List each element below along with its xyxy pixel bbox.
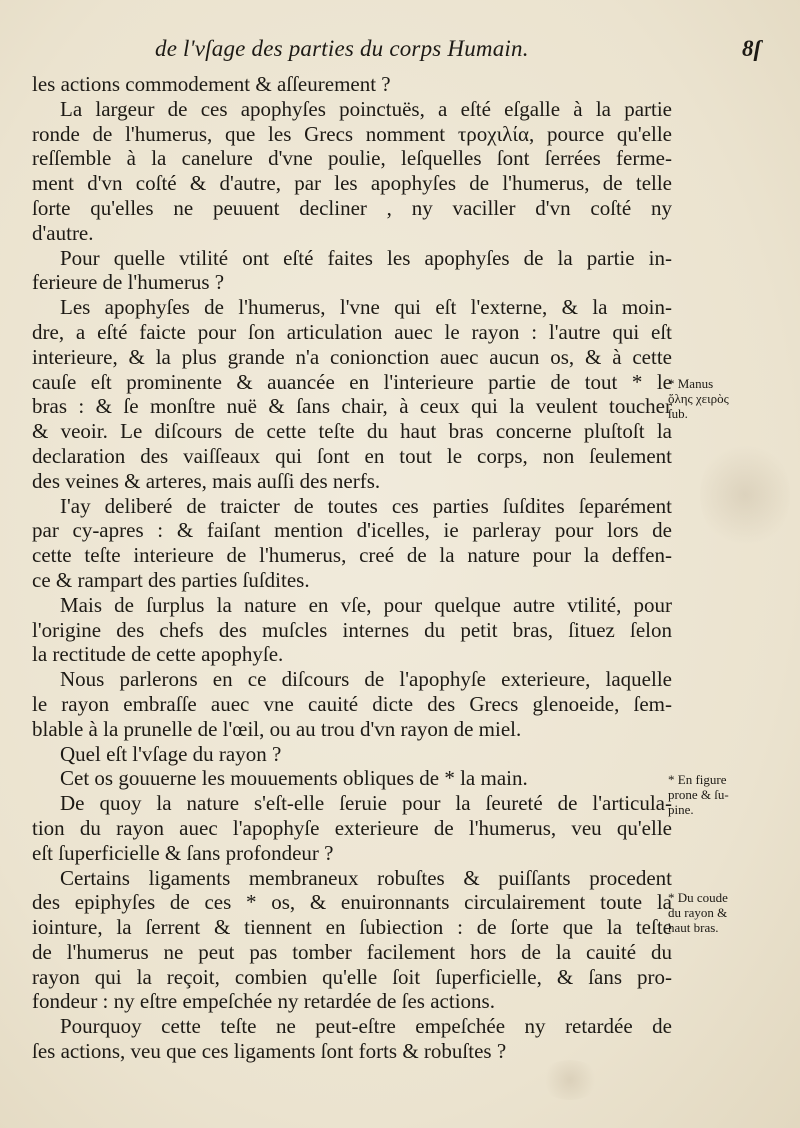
text-line: Mais de ſurplus la nature en vſe, pour quelque autre vtilité, pour: [60, 592, 672, 617]
text-line: cauſe eſt prominente & auancée en l'interieure partie de tout * le: [32, 369, 672, 394]
margin-note-line: prone & ſu-: [668, 787, 729, 802]
text-line: dre, a eſté faicte pour ſon articulation auec le rayon : l'autre qui eſt: [32, 319, 672, 344]
text-line: des veines & arteres, mais auſſi des nerfs.: [32, 468, 381, 493]
margin-note-line: * Du coude: [668, 890, 728, 905]
text-line: ferieure de l'humerus ?: [32, 270, 225, 295]
text-line: cette teſte interieure de l'humerus, creé de la nature pour la deffen-: [32, 543, 672, 568]
text-line: bras : & ſe monſtre nuë & ſans chair, à ceux qui la veulent toucher: [32, 394, 672, 419]
paper-stain: [700, 440, 790, 550]
text-line: rayon qui la reçoit, combien qu'elle ſoit ſuperficielle, & ſans pro-: [32, 964, 672, 989]
margin-note-line: ſub.: [668, 406, 688, 421]
text-line: Quel eſt l'vſage du rayon ?: [60, 741, 282, 766]
text-line: ment d'vn coſté & d'autre, par les apophyſes de l'humerus, de telle: [32, 171, 672, 196]
text-line: reſſemble à la canelure d'vne poulie, leſquelles ſont ſerrées ferme-: [32, 146, 672, 171]
text-line: ſorte qu'elles ne peuuent decliner , ny vaciller d'vn coſté ny: [32, 195, 672, 220]
text-line: Nous parlerons en ce diſcours de l'apophyſe exterieure, laquelle: [60, 667, 672, 692]
text-line: de l'humerus ne peut pas tomber facilement hors de la cauité du: [32, 939, 672, 964]
text-line: declaration des vaiſſeaux qui ſont en tout le corps, non ſeulement: [32, 443, 672, 468]
margin-note: [668, 890, 793, 935]
text-line: le rayon embraſſe auec vne cauité dicte des Grecs glenoeide, ſem-: [32, 691, 672, 716]
paper-stain: [540, 1060, 600, 1100]
text-line: des epiphyſes de ces * os, & enuironnants circulairement toute la: [32, 890, 672, 915]
margin-note-line: pine.: [668, 802, 694, 817]
margin-note-line: ὅλης χειρὸς: [668, 391, 729, 406]
text-line: les actions commodement & aſſeurement ?: [32, 72, 391, 96]
text-line: Pour quelle vtilité ont eſté faites les apophyſes de la partie in-: [60, 245, 672, 270]
text-line: l'origine des chefs des muſcles internes du petit bras, ſituez ſelon: [32, 617, 672, 642]
margin-note: [668, 772, 793, 817]
text-line: Les apophyſes de l'humerus, l'vne qui eſt l'externe, & la moin-: [60, 295, 672, 320]
text-line: Cet os gouuerne les mouuements obliques de * la main.: [60, 766, 528, 791]
text-line: ſes actions, veu que ces ligaments ſont forts & robuſtes ?: [32, 1039, 507, 1064]
text-line: I'ay deliberé de traicter de toutes ces parties ſuſdites ſeparément: [60, 493, 672, 518]
text-line: La largeur de ces apophyſes poinctuës, a eſté eſgalle à la partie: [60, 96, 672, 121]
text-line: ronde de l'humerus, que les Grecs nomment τροχιλία, pource qu'elle: [32, 121, 672, 146]
text-line: la rectitude de cette apophyſe.: [32, 642, 284, 667]
running-head: [0, 28, 800, 68]
text-line: tion du rayon auec l'apophyſe exterieure de l'humerus, veu qu'elle: [32, 815, 672, 840]
text-line: interieure, & la plus grande n'a conionction auec aucun os, & à cette: [32, 344, 672, 369]
text-line: Pourquoy cette teſte ne peut-eſtre empeſchée ny retardée de: [60, 1014, 672, 1039]
margin-note-line: haut bras.: [668, 920, 719, 935]
text-line: fondeur : ny eſtre empeſchée ny retardée de ſes actions.: [32, 989, 495, 1014]
margin-note: [668, 376, 793, 421]
margin-note-line: * En figure: [668, 772, 727, 787]
body-text: [32, 72, 672, 1064]
text-line: blable à la prunelle de l'œil, ou au trou d'vn rayon de miel.: [32, 716, 522, 741]
text-line: par cy-apres : & faiſant mention d'icelles, ie parleray pour lors de: [32, 518, 672, 543]
text-line: eſt ſuperficielle & ſans profondeur ?: [32, 840, 334, 865]
text-line: De quoy la nature s'eſt-elle ſeruie pour la ſeureté de l'articula-: [60, 791, 672, 816]
margin-note-line: * Manus: [668, 376, 714, 391]
text-line: & veoir. Le diſcours de cette teſte du haut bras concerne pluſtoſt la: [32, 419, 672, 444]
margin-note-line: du rayon &: [668, 905, 728, 920]
running-title: de l'vſage des parties du corps Humain.: [155, 36, 529, 61]
text-line: ce & rampart des parties ſuſdites.: [32, 567, 310, 592]
text-line: d'autre.: [32, 220, 94, 245]
page-number: 8ſ: [742, 36, 762, 61]
text-line: Certains ligaments membraneux robuſtes & puiſſants procedent: [60, 865, 672, 890]
text-line: iointure, la ſerrent & tiennent en ſubiection : de ſorte que la teſte: [32, 915, 672, 940]
